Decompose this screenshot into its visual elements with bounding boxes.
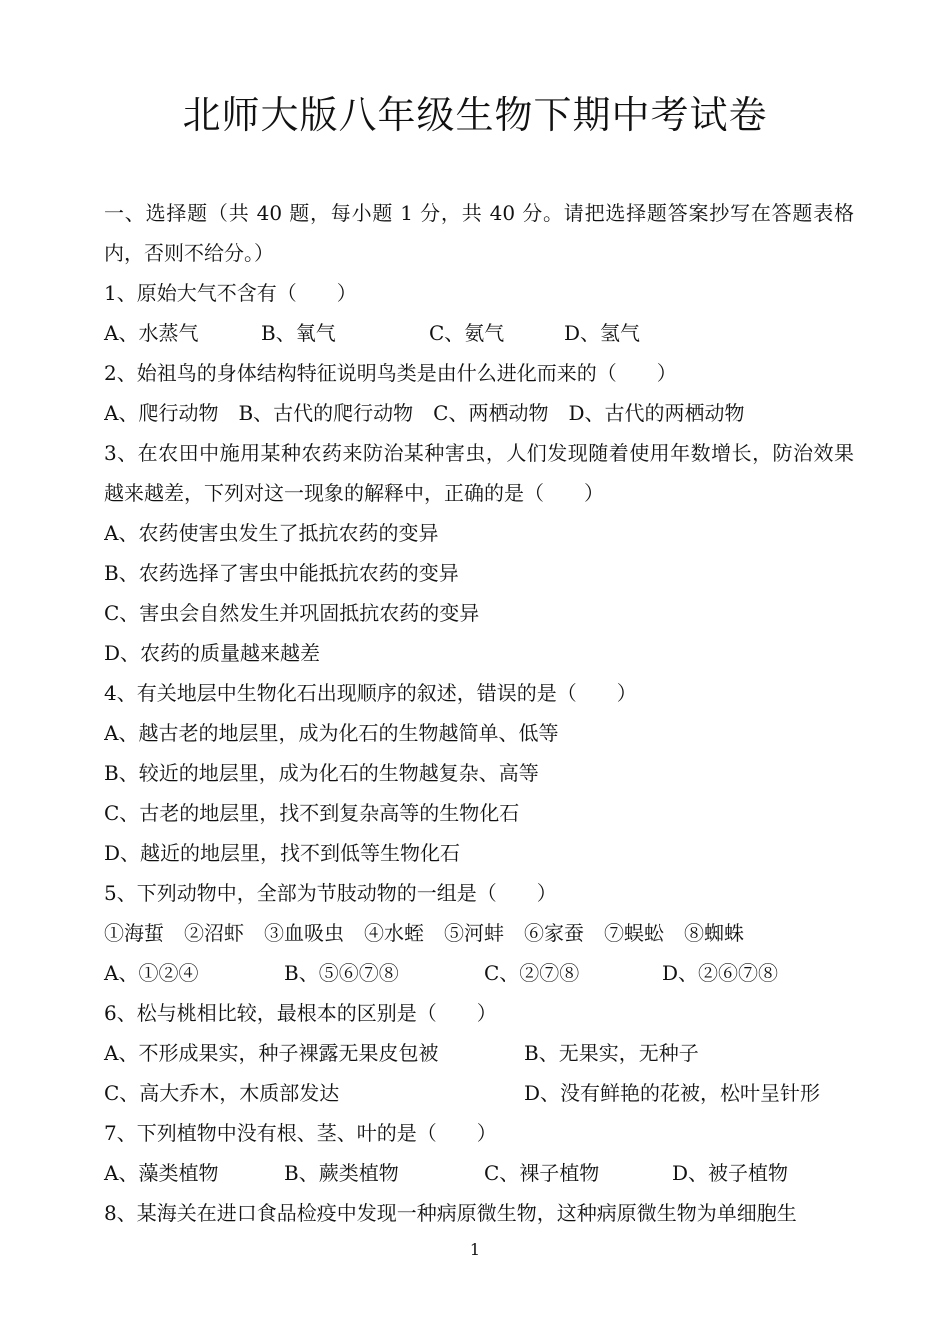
question-5-animal-list: ①海蜇 ②沼虾 ③血吸虫 ④水蛭 ⑤河蚌 ⑥家蚕 ⑦蜈蚣 ⑧蜘蛛 <box>104 921 744 945</box>
question-5-option-c: C、②⑦⑧ <box>484 961 580 985</box>
question-7-option-c: C、裸子植物 <box>484 1161 600 1185</box>
question-2-options: A、爬行动物 B、古代的爬行动物 C、两栖动物 D、古代的两栖动物 <box>104 401 745 425</box>
section-heading: 一、选择题（共 40 题，每小题 1 分，共 40 分。请把选择题答案抄写在答题表格内，否则不给分。） <box>104 201 854 265</box>
exam-content <box>104 193 854 1233</box>
question-6-options-row-2 <box>104 1073 854 1113</box>
question-3-option-b: B、农药选择了害虫中能抵抗农药的变异 <box>104 561 459 585</box>
question-1-option-a: A、水蒸气 <box>104 321 199 345</box>
question-4-stem: 4、有关地层中生物化石出现顺序的叙述，错误的是（ ） <box>104 681 637 705</box>
question-4-option-c: C、古老的地层里，找不到复杂高等的生物化石 <box>104 801 520 825</box>
question-8-stem: 8、某海关在进口食品检疫中发现一种病原微生物，这种病原微生物为单细胞生 <box>104 1201 797 1225</box>
question-1-stem: 1、原始大气不含有（ ） <box>104 281 357 305</box>
question-4-option-b: B、较近的地层里，成为化石的生物越复杂、高等 <box>104 761 539 785</box>
question-5-option-a: A、①②④ <box>104 961 199 985</box>
question-7-option-a: A、藻类植物 <box>104 1161 219 1185</box>
question-1-option-c: C、氨气 <box>429 321 505 345</box>
question-6-option-c: C、高大乔木，木质部发达 <box>104 1081 340 1105</box>
question-4-option-d: D、越近的地层里，找不到低等生物化石 <box>104 841 461 865</box>
question-1-options <box>104 313 854 353</box>
question-6-options-row-1 <box>104 1033 854 1073</box>
question-3-option-a: A、农药使害虫发生了抵抗农药的变异 <box>104 521 439 545</box>
question-5-options <box>104 953 854 993</box>
page-number: 1 <box>469 1240 481 1259</box>
question-3-option-d: D、农药的质量越来越差 <box>104 641 321 665</box>
question-1-option-b: B、氧气 <box>261 321 336 345</box>
page-title: 北师大版八年级生物下期中考试卷 <box>182 93 768 137</box>
question-7-options <box>104 1153 854 1193</box>
question-7-stem: 7、下列植物中没有根、茎、叶的是（ ） <box>104 1121 497 1145</box>
question-7-option-d: D、被子植物 <box>672 1161 789 1185</box>
question-5-option-d: D、②⑥⑦⑧ <box>662 961 779 985</box>
question-3-stem: 3、在农田中施用某种农药来防治某种害虫，人们发现随着使用年数增长，防治效果越来越差，下列对这一现象的解释中，正确的是（ ） <box>104 441 854 505</box>
question-6-option-b: B、无果实，无种子 <box>524 1041 699 1065</box>
question-4-option-a: A、越古老的地层里，成为化石的生物越简单、低等 <box>104 721 559 745</box>
question-2-stem: 2、始祖鸟的身体结构特征说明鸟类是由什么进化而来的（ ） <box>104 361 677 385</box>
question-6-option-d: D、没有鲜艳的花被，松叶呈针形 <box>524 1081 821 1105</box>
question-3-option-c: C、害虫会自然发生并巩固抵抗农药的变异 <box>104 601 480 625</box>
question-7-option-b: B、蕨类植物 <box>284 1161 399 1185</box>
question-1-option-d: D、氢气 <box>564 321 641 345</box>
question-6-option-a: A、不形成果实，种子裸露无果皮包被 <box>104 1041 439 1065</box>
question-6-stem: 6、松与桃相比较，最根本的区别是（ ） <box>104 1001 497 1025</box>
question-5-stem: 5、下列动物中，全部为节肢动物的一组是（ ） <box>104 881 557 905</box>
question-5-option-b: B、⑤⑥⑦⑧ <box>284 961 399 985</box>
